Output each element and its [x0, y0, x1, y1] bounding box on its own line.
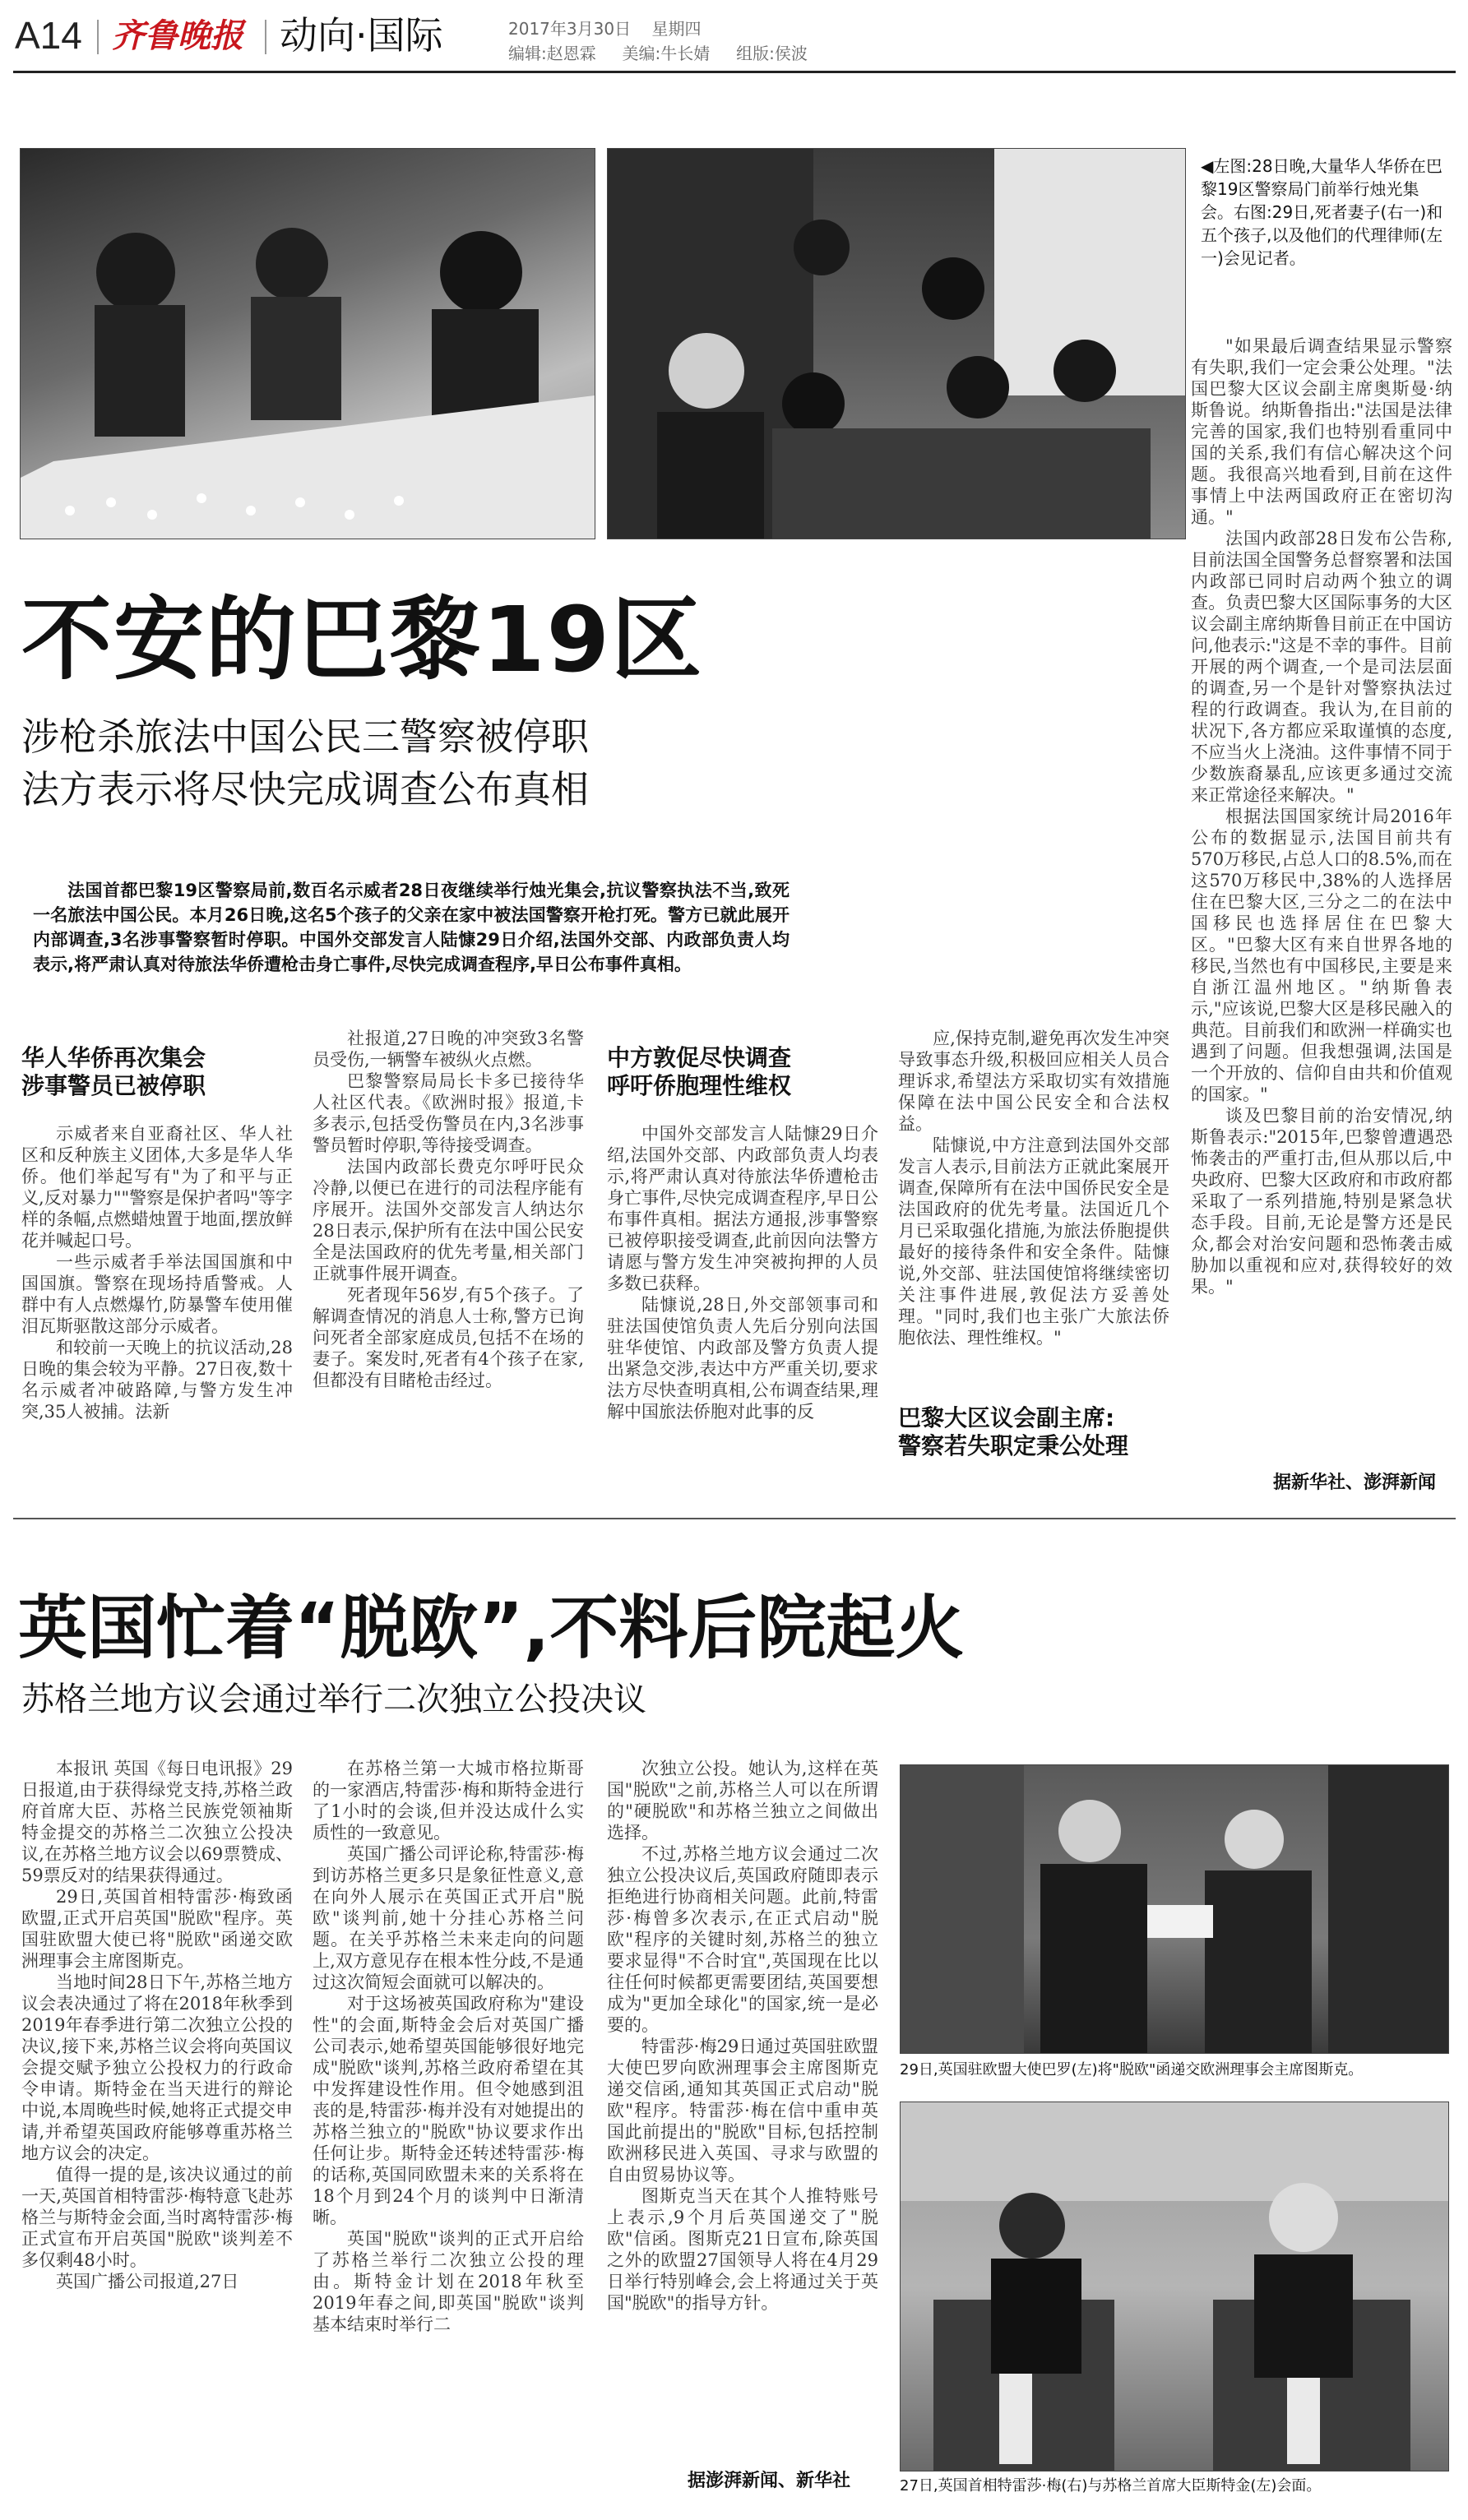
editor-credit: 编辑:赵恩霖 [508, 44, 596, 63]
paragraph: 陆慷说,28日,外交部领事司和驻法国使馆负责人先后分别向法国驻华使馆、内政部及警方负责人提出紧急交涉,表达中方严重关切,要求法方尽快查明真相,公布调查结果,理解中国旅法侨胞对此事的反 [607, 1295, 878, 1422]
paragraph: 英国广播公司评论称,特雷莎·梅到访苏格兰更多只是象征性意义,意在向外人展示在英国正式开启"脱欧"谈判前,她十分挂心苏格兰问题。在关乎苏格兰未来走向的问题上,双方意见存在根本性分歧,不是通过这次简短会面就可以解决的。 [313, 1844, 584, 1992]
paragraph: 英国广播公司报道,27日 [56, 2272, 239, 2291]
paragraph: 图斯克当天在其个人推特账号上表示,9个月后英国递交了"脱欧"信函。图斯克21日宣布,除英国之外的欧盟27国领导人将在4月29日举行特别峰会,会上将通过关于英国"脱欧"的指导方针。 [607, 2186, 878, 2313]
date-text: 2017年3月30日 [508, 19, 632, 39]
subhead-paris-region-line2: 警察若失职定秉公处理 [898, 1432, 1129, 1459]
family-press-photo [607, 148, 1186, 539]
story1-column-1 [21, 1123, 293, 1478]
weekday-text: 星期四 [651, 19, 702, 39]
paragraph: 应,保持克制,避免再次发生冲突导致事态升级,积极回应相关人员合理诉求,希望法方采取切实有效措施保障在法中国公民安全和合法权益。 [898, 1029, 1169, 1134]
masthead-divider [97, 20, 99, 54]
story2-source: 据澎湃新闻、新华社 [688, 2471, 851, 2491]
story1-subtitle-2: 法方表示将尽快完成调查公布真相 [21, 767, 589, 811]
paragraph: 当地时间28日下午,苏格兰地方议会表决通过了将在2018年秋季到2019年春季进行第二次独立公投的决议,接下来,苏格兰议会将向英国议会提交赋予独立公投权力的行政命令申请。斯特金在当天进行的辩论中说,本周晚些时候,她将正式提交申请,并希望英国政府能够尊重苏格兰地方议会的决定。 [21, 1972, 293, 2163]
paragraph: 谈及巴黎目前的治安情况,纳斯鲁表示:"2015年,巴黎曾遭遇恐怖袭击的严重打击,但从那以后,中央政府、巴黎大区政府和市政府都采取了一系列措施,特别是紧急状态手段。目前,无论是警方还是民众,都会对治安问题和恐怖袭击威胁加以重视和应对,获得较好的效果。" [1191, 1106, 1452, 1297]
paragraph: 对于这场被英国政府称为"建设性"的会面,斯特金会后对英国广播公司表示,她希望英国能够很好地完成"脱欧"谈判,苏格兰政府希望在其中发挥建设性作用。但令她感到沮丧的是,特雷莎·梅并没有对她提出的苏格兰独立的"脱欧"协议要求作出任何让步。斯特金还转述特雷莎·梅的话称,英国同欧盟未来的关系将在18个月到24个月的谈判中日渐清晰。 [313, 1994, 584, 2227]
brexit-letter-caption: 29日,英国驻欧盟大使巴罗(左)将"脱欧"函递交欧洲理事会主席图斯克。 [900, 2061, 1364, 2078]
paragraph: 本报讯 英国《每日电讯报》29日报道,由于获得绿党支持,苏格兰政府首席大臣、苏格兰民族党领袖斯特金提交的苏格兰二次独立公投决议,在苏格兰地方议会以69票赞成、59票反对的结果获得通过。 [21, 1759, 293, 1885]
paragraph: 29日,英国首相特雷莎·梅致函欧盟,正式开启英国"脱欧"程序。英国驻欧盟大使已将"脱欧"函递交欧洲理事会主席图斯克。 [21, 1887, 293, 1971]
story1-photo-caption: ◀左图:28日晚,大量华人华侨在巴黎19区警察局门前举行烛光集会。右图:29日,死者妻子(右一)和五个孩子,以及他们的代理律师(左一)会见记者。 [1201, 156, 1443, 268]
story2-column-3 [607, 1758, 878, 2457]
paragraph: 次独立公投。她认为,这样在英国"脱欧"之前,苏格兰人可以在所谓的"硬脱欧"和苏格兰独立之间做出选择。 [607, 1759, 878, 1843]
may-sturgeon-photo-art [901, 2102, 1448, 2471]
story1-source: 据新华社、澎湃新闻 [1273, 1473, 1437, 1493]
paragraph: 社报道,27日晚的冲突致3名警员受伤,一辆警车被纵火点燃。 [313, 1029, 584, 1070]
paragraph: 值得一提的是,该决议通过的前一天,英国首相特雷莎·梅特意飞赴苏格兰与斯特金会面,当时离特雷莎·梅正式宣布开启英国"脱欧"谈判差不多仅剩48小时。 [21, 2165, 293, 2270]
paragraph: 中国外交部发言人陆慷29日介绍,法国外交部、内政部负责人均表示,将严肃认真对待旅法华侨遭枪击身亡事件,尽快完成调查程序,早日公布事件真相。据法方通报,涉事警察已被停职接受调查,此前因向法警方请愿与警方发生冲突被拘押的人员多数已获释。 [607, 1124, 878, 1293]
paragraph: "如果最后调查结果显示警察有失职,我们一定会秉公处理。"法国巴黎大区议会副主席奥斯曼·纳斯鲁说。纳斯鲁指出:"法国是法律完善的国家,我们也特别看重同中国的关系,我们有信心解决这个问题。我很高兴地看到,目前在这件事情上中法两国政府正在密切沟通。" [1191, 336, 1452, 527]
art-credit: 美编:牛长婧 [622, 44, 711, 63]
paragraph: 和较前一天晚上的抗议活动,28日晚的集会较为平静。27日夜,数十名示威者冲破路障,与警方发生冲突,35人被捕。法新 [21, 1338, 293, 1422]
subhead-china-response [607, 1044, 878, 1100]
brexit-letter-photo [900, 1764, 1449, 2054]
masthead-rule [13, 71, 1456, 73]
masthead [0, 0, 1468, 74]
section-title: 动向·国际 [280, 13, 443, 58]
story1-lead: 法国首都巴黎19区警察局前,数百名示威者28日夜继续举行烛光集会,抗议警察执法不当,致死一名旅法中国公民。本月26日晚,这名5个孩子的父亲在家中被法国警察开枪打死。警方已就此展开内部调查,3名涉事警察暂时停职。中国外交部发言人陆慷29日介绍,法国外交部、内政部负责人均表示,将严肃认真对待旅法华侨遭枪击身亡事件,尽快完成调查程序,早日公布事件真相。 [33, 881, 790, 974]
story2-subtitle: 苏格兰地方议会通过举行二次独立公投决议 [21, 1681, 646, 1718]
story1-column-5 [1191, 335, 1452, 1459]
paragraph: 英国"脱欧"谈判的正式开启给了苏格兰举行二次独立公投的理由。斯特金计划在2018年秋至2019年春之间,即英国"脱欧"谈判基本结束时举行二 [313, 2229, 584, 2334]
story2-column-2 [313, 1758, 584, 2501]
subhead-rally-line1: 华人华侨再次集会 [21, 1044, 206, 1071]
story1-subtitle-1: 涉枪杀旅法中国公民三警察被停职 [21, 714, 589, 759]
subhead-china-response-line2: 呼吁侨胞理性维权 [607, 1072, 792, 1099]
story2-title: 英国忙着“脱欧”,不料后院起火 [18, 1588, 965, 1668]
story1-column-4 [898, 1028, 1169, 1373]
story1-title: 不安的巴黎19区 [21, 587, 704, 692]
may-sturgeon-caption: 27日,英国首相特雷莎·梅(右)与苏格兰首席大臣斯特金(左)会面。 [900, 2477, 1322, 2495]
subhead-paris-region [898, 1404, 1178, 1460]
vigil-photo [20, 148, 595, 539]
paragraph: 一些示威者手举法国国旗和中国国旗。警察在现场持盾警戒。人群中有人点燃爆竹,防暴警车使用催泪瓦斯驱散这部分示威者。 [21, 1252, 293, 1336]
vigil-photo-art [21, 149, 595, 539]
story1-column-3 [607, 1123, 878, 1478]
section-divider [13, 1518, 1456, 1519]
paragraph: 法国内政部长费克尔呼吁民众冷静,以便已在进行的司法程序能有序展开。法国外交部发言人纳达尔28日表示,保护所有在法中国公民安全是法国政府的优先考量,相关部门正就事件展开调查。 [313, 1157, 584, 1283]
subhead-rally [21, 1044, 293, 1100]
paragraph: 陆慷说,中方注意到法国外交部发言人表示,目前法方正就此案展开调查,保障所有在法中国侨民安全是法国政府的优先考量。法国近几个月已采取强化措施,为旅法侨胞提供最好的接待条件和安全条件。陆慷说,外交部、驻法国使馆将继续密切关注事件进展,敦促法方妥善处理。"同时,我们也主张广大旅法侨胞依法、理性维权。" [898, 1135, 1169, 1348]
paper-logo: 齐鲁晚报 [112, 16, 243, 55]
paragraph: 示威者来自亚裔社区、华人社区和反种族主义团体,大多是华人华侨。他们举起写有"为了和平与正义,反对暴力""警察是保护者吗"等字样的条幅,点燃蜡烛置于地面,摆放鲜花并喊起口号。 [21, 1124, 293, 1251]
paragraph: 特雷莎·梅29日通过英国驻欧盟大使巴罗向欧洲理事会主席图斯克递交信函,通知其英国正式启动"脱欧"程序。特雷莎·梅在信中重申英国此前提出的"脱欧"目标,包括控制欧洲移民进入英国、寻求与欧盟的自由贸易协议等。 [607, 2037, 878, 2185]
family-press-photo-art [608, 149, 1185, 539]
story1-column-2 [313, 1028, 584, 1478]
masthead-credits [508, 43, 808, 64]
story2-column-1 [21, 1758, 293, 2501]
brexit-letter-photo-art [901, 1765, 1448, 2053]
paragraph: 死者现年56岁,有5个孩子。了解调查情况的消息人士称,警方已询问死者全部家庭成员,包括不在场的妻子。案发时,死者有4个孩子在家,但都没有目睹枪击经过。 [313, 1285, 584, 1390]
subhead-china-response-line1: 中方敦促尽快调查 [607, 1044, 792, 1071]
subhead-paris-region-line1: 巴黎大区议会副主席: [898, 1404, 1115, 1431]
subhead-rally-line2: 涉事警员已被停职 [21, 1072, 206, 1099]
masthead-date [508, 18, 702, 39]
page-number: A14 [15, 14, 82, 57]
masthead-divider [265, 20, 266, 54]
layout-credit: 组版:侯波 [736, 44, 808, 63]
paragraph: 根据法国国家统计局2016年公布的数据显示,法国目前共有570万移民,占总人口的8.5%,而在这570万移民中,38%的人选择居住在巴黎大区,三分之二的在法中国移民也选择居住在巴黎大区。"巴黎大区有来自世界各地的移民,当然也有中国移民,主要是来自浙江温州地区。"纳斯鲁表示,"应该说,巴黎大区是移民融入的典范。目前我们和欧洲一样确实也遇到了问题。但我想强调,法国是一个开放的、信仰自由共和价值观的国家。" [1191, 807, 1452, 1104]
paragraph: 不过,苏格兰地方议会通过二次独立公投决议后,英国政府随即表示拒绝进行协商相关问题。此前,特雷莎·梅曾多次表示,在正式启动"脱欧"程序的关键时刻,苏格兰的独立要求显得"不合时宜",英国现在比以往任何时候都更需要团结,英国要想成为"更加全球化"的国家,统一是必要的。 [607, 1844, 878, 2035]
paragraph: 法国内政部28日发布公告称,目前法国全国警务总督察署和法国内政部已同时启动两个独立的调查。负责巴黎大区国际事务的大区议会副主席纳斯鲁目前正在中国访问,他表示:"这是不幸的事件。目前开展的两个调查,一个是司法层面的调查,另一个是针对警察执法过程的行政调查。我认为,在目前的状况下,各方都应采取谨慎的态度,不应当火上浇油。这件事情不同于少数族裔暴乱,应该更多通过交流来正常途径来解决。" [1191, 529, 1452, 805]
may-sturgeon-photo [900, 2102, 1449, 2471]
paragraph: 巴黎警察局局长卡多已接待华人社区代表。《欧洲时报》报道,卡多表示,包括受伤警员在内,3名涉事警员暂时停职,等待接受调查。 [313, 1071, 584, 1155]
paragraph: 在苏格兰第一大城市格拉斯哥的一家酒店,特雷莎·梅和斯特金进行了1小时的会谈,但并没达成什么实质性的一致意见。 [313, 1759, 584, 1843]
